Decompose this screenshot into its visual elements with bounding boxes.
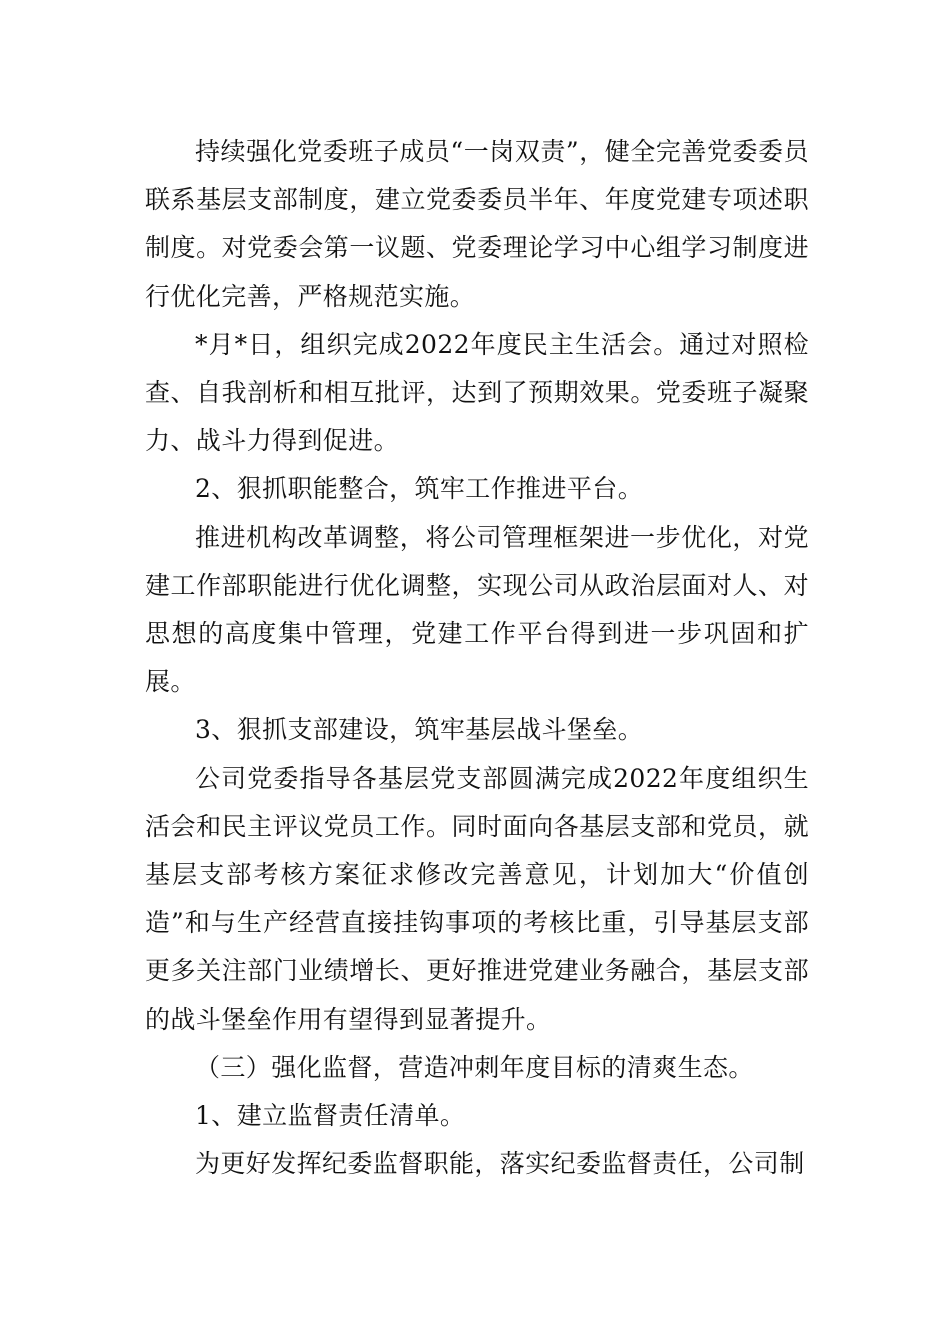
paragraph-leadership-responsibility: 持续强化党委班子成员“一岗双责”，健全完善党委委员联系基层支部制度，建立党委委员半年、年度党建专项述职制度。对党委会第一议题、党委理论学习中心组学习制度进行优化完善，严格规范实施。 [145, 137, 809, 311]
heading-strengthen-supervision: （三）强化监督，营造冲刺年度目标的清爽生态。 [195, 1052, 754, 1082]
heading-function-integration: 2、狠抓职能整合，筑牢工作推进平台。 [195, 474, 644, 504]
paragraph-institutional-reform: 推进机构改革调整，将公司管理框架进一步优化，对党建工作部职能进行优化调整，实现公司从政治层面对人、对思想的高度集中管理，党建工作平台得到进一步巩固和扩展。 [145, 522, 809, 697]
heading-supervision-list: 1、建立监督责任清单。 [195, 1101, 466, 1131]
document-body [145, 128, 809, 1188]
paragraph-democratic-life-meeting: *月*日，组织完成2022年度民主生活会。通过对照检查、自我剖析和相互批评，达到了预期效果。党委班子凝聚力、战斗力得到促进。 [145, 329, 809, 456]
paragraph-supervision-duty: 为更好发挥纪委监督职能，落实纪委监督责任，公司制 [195, 1149, 805, 1179]
heading-branch-construction: 3、狠抓支部建设，筑牢基层战斗堡垒。 [195, 715, 644, 745]
paragraph-branch-evaluation: 公司党委指导各基层党支部圆满完成2022年度组织生活会和民主评议党员工作。同时面向各基层支部和党员，就基层支部考核方案征求修改完善意见，计划加大“价值创造”和与生产经营直接挂钩事项的考核比重，引导基层支部更多关注部门业绩增长、更好推进党建业务融合，基层支部的战斗堡垒作用有望得到显著提升。 [145, 763, 809, 1034]
